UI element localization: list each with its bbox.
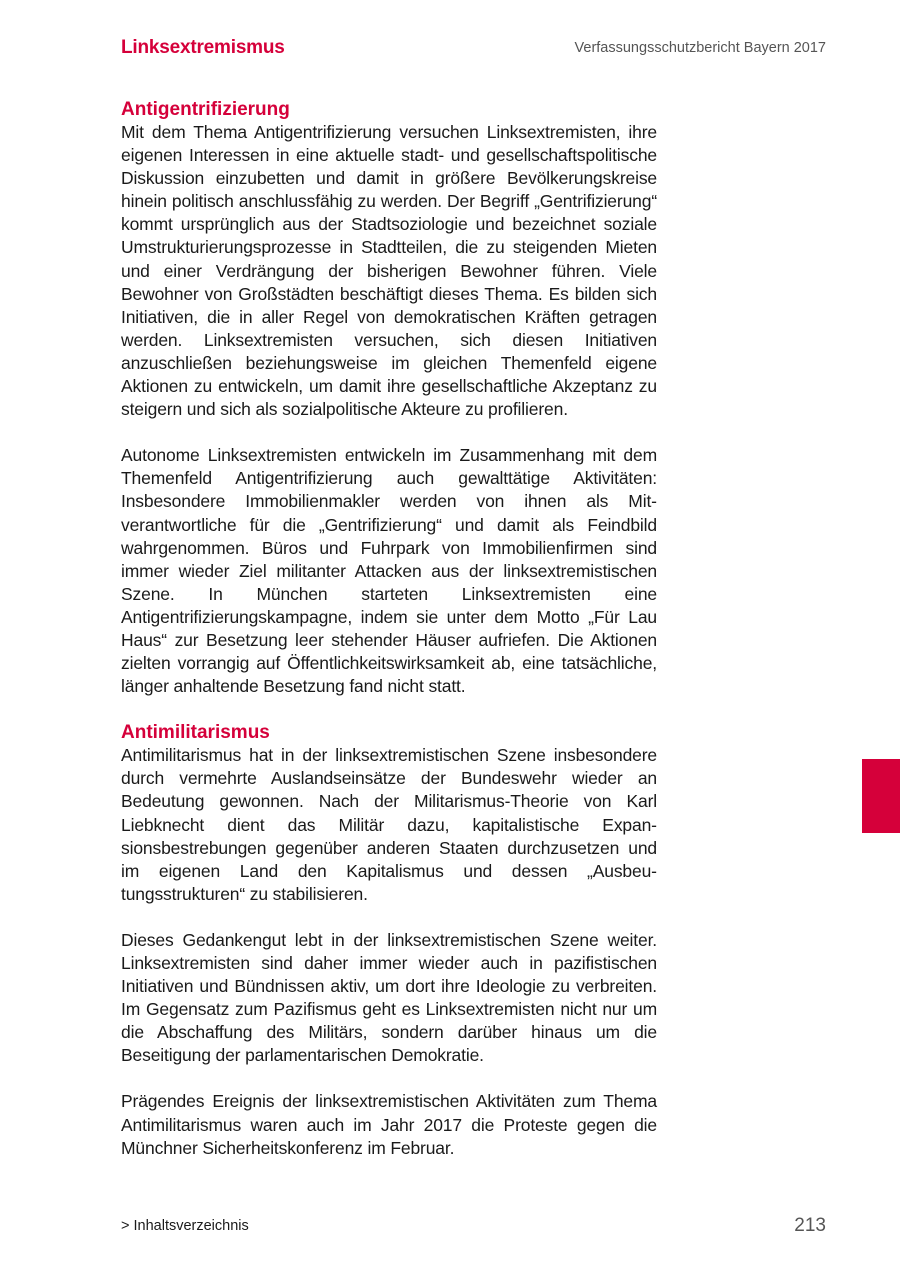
paragraph: Antimilitarismus hat in der linksextremistischen Szene insbesondere durch vermehrte Auslandseinsätze der Bundeswehr wieder an Bedeutung gewonnen. Nach der Militarismus-Theorie von Karl Liebknecht dient das Militär dazu, kapitalistische Expansionsbestrebungen gegenüber anderen Staaten durchzusetzen und im eigenen Land den Kapitalismus und dessen „Ausbeutungsstrukturen“ zu stabilisieren. <box>121 745 657 904</box>
paragraph: Mit dem Thema Antigentrifizierung versuchen Linksextremisten, ihre eigenen Interessen in eine aktuelle stadt- und gesellschaftspolitische Diskussion einzubetten und damit in größere Bevölkerungskreise hinein politisch anschlussfähig zu werden. Der Begriff „Gentrifizierung“ kommt ursprünglich aus der Stadtsoziologie und bezeichnet soziale Umstrukturierungsprozesse in Stadtteilen, die zu steigenden Mieten und einer Verdrängung der bisherigen Bewohner führen. Viele Bewohner von Großstädten beschäftigt dieses Thema. Es bilden sich Initiativen, die in aller Regel von demokratischen Kräften getragen werden. Linksextremisten versuchen, sich diesen Initiativen anzuschließen beziehungsweise im gleichen Themenfeld eigene Aktionen zu entwickeln, um damit ihre gesellschaftliche Akzeptanz zu steigern und sich als sozialpolitische Akteure zu profilieren. <box>121 122 657 420</box>
page-number: 213 <box>794 1215 826 1236</box>
publication-title: Verfassungsschutzbericht Bayern 2017 <box>574 40 826 56</box>
section-heading-antigentrifizierung: Antigentrifizierung <box>121 99 290 120</box>
paragraph: Dieses Gedankengut lebt in der linksextremistischen Szene weiter. Linksextremisten sind daher immer wieder auch in pazifistischen Initiativen und Bündnissen aktiv, um dort ihre Ideologie zu verbreiten. Im Gegensatz zum Pazifismus geht es Linksextremisten nicht nur um die Abschaffung des Militärs, sondern darüber hinaus um die Beseitigung der parlamentarischen Demokratie. <box>121 929 657 1066</box>
paragraph: Autonome Linksextremisten entwickeln im Zusammenhang mit dem Themenfeld Antigentrifizierung auch gewalttätige Aktivitäten: Insbesondere Immobilienmakler werden von ihnen als Mitverantwortliche für die „Gentrifizierung“ und damit als Feindbild wahrgenommen. Büros und Fuhrpark von Immobilienfirmen sind immer wieder Ziel militanter Attacken aus der linksextremistischen Szene. In München starteten Linksextremisten eine Antigentrifizierungskampagne, indem sie unter dem Motto „Für Lau Haus“ zur Besetzung leer stehender Häuser aufriefen. Die Aktionen zielten vorrangig auf Öffentlichkeitswirksamkeit ab, eine tatsächliche, länger anhaltende Besetzung fand nicht statt. <box>121 445 657 697</box>
chapter-title: Linksextremismus <box>121 37 285 58</box>
section-heading-antimilitarismus: Antimilitarismus <box>121 722 270 744</box>
chapter-marker-tab <box>862 759 900 833</box>
main-content <box>121 98 657 1160</box>
toc-link[interactable]: > Inhaltsverzeichnis <box>121 1218 249 1234</box>
paragraph: Prägendes Ereignis der linksextremistischen Aktivitäten zum Thema Antimilitarismus waren auch im Jahr 2017 die Proteste gegen die Münchner Sicherheitskonferenz im Februar. <box>121 1091 657 1158</box>
